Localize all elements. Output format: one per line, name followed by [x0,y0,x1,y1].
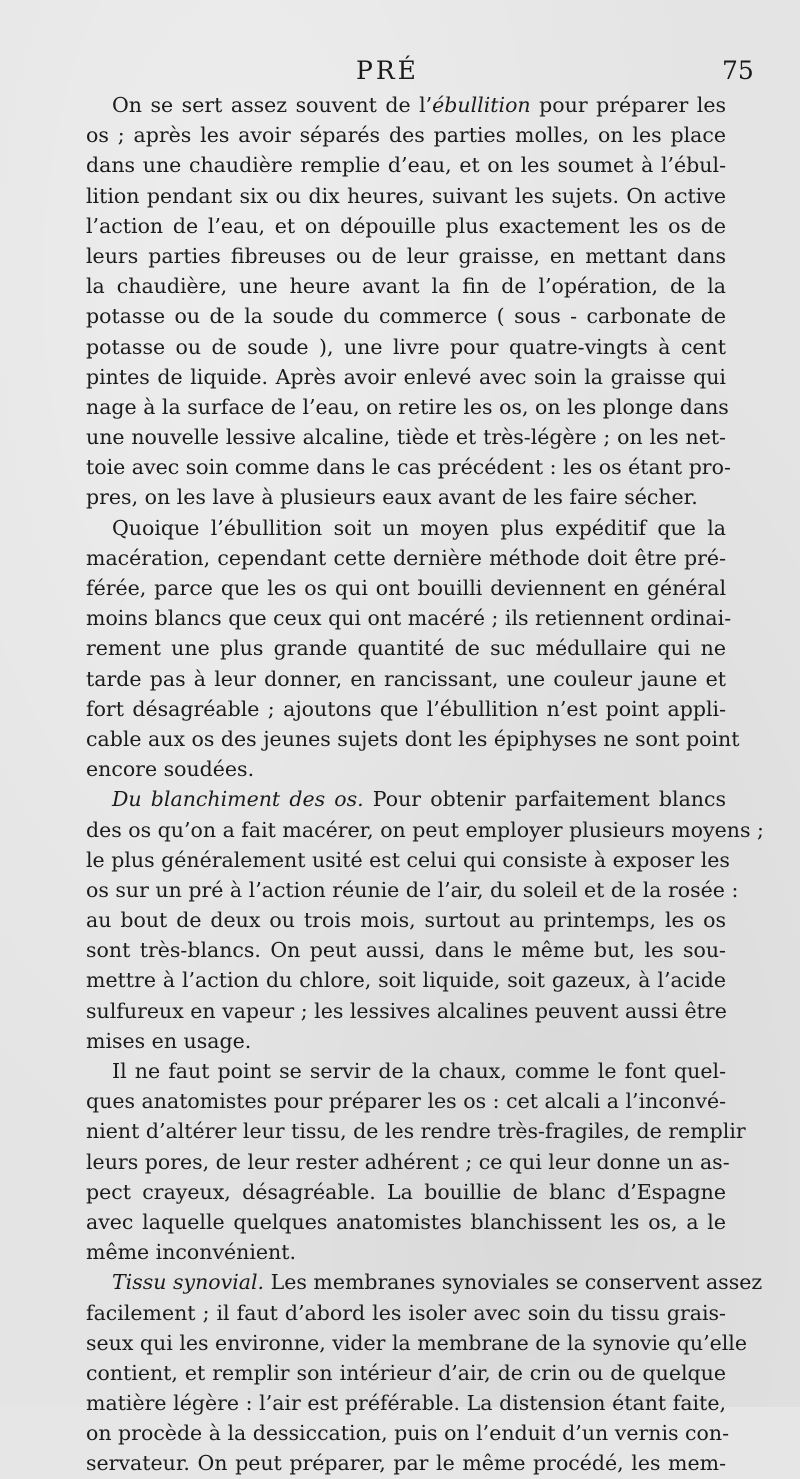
text-run: sont très-blancs. On peut aussi, dans le même but, les sou- [86,938,726,963]
text-run: Il ne faut point se servir de la chaux, comme le font quel- [112,1059,726,1083]
text-line [86,875,739,905]
text-line [86,211,726,241]
text-line [86,935,726,965]
text-line [86,996,726,1026]
text-run: os ; après les avoir séparés des parties molles, on les place [86,123,726,148]
body-text [86,90,764,1479]
text-run: mises en usage. [86,1028,252,1053]
text-line [86,543,726,573]
text-run: sulfureux en vapeur ; les lessives alcalines peuvent aussi être [86,998,727,1023]
text-run: une nouvelle lessive alcaline, tiède et très-légère ; on les net- [86,425,726,450]
text-line [86,1026,726,1056]
text-run: Les membranes synoviales se conservent assez [264,1270,763,1295]
text-line [86,1147,730,1177]
text-line [86,1358,726,1388]
text-line [86,392,729,422]
text-line [86,603,732,633]
text-line [86,271,726,301]
text-run: avec laquelle quelques anatomistes blanchissent les os, a le [86,1209,726,1234]
text-line [86,120,726,150]
text-run: leurs pores, de leur rester adhérent ; ce qui leur donne un as- [86,1149,730,1174]
text-run: potasse ou de la soude du commerce ( sous - carbonate de [86,304,726,329]
text-line [86,452,731,482]
text-line [86,815,764,845]
text-run: ques anatomistes pour préparer les os : cet alcali a l’inconvé- [86,1089,726,1114]
text-run: mettre à l’action du chlore, soit liquide, soit gazeux, à l’acide [86,968,726,993]
text-line [86,422,726,452]
text-line [86,1298,726,1328]
text-run: même inconvénient. [86,1240,297,1265]
text-run: la chaudière, une heure avant la fin de l’opération, de la [86,274,726,299]
text-line [86,301,726,331]
text-run: dans une chaudière remplie d’eau, et on les soumet à l’ébul- [86,153,726,178]
text-run: facilement ; il faut d’abord les isoler avec soin du tissu grais- [86,1300,726,1325]
text-line [86,633,726,663]
text-line [86,181,726,211]
text-run: contient, et remplir son intérieur d’air, de crin ou de quelque [86,1360,726,1385]
text-run: cable aux os des jeunes sujets dont les épiphyses ne sont point [86,726,740,751]
text-run: férée, parce que les os qui ont bouilli deviennent en général [86,576,726,600]
text-run: on procède à la dessiccation, puis on l’enduit d’un vernis con- [86,1421,729,1446]
italic-run: Tissu synovial. [112,1270,265,1295]
text-run: servateur. On peut préparer, par le même procédé, les mem- [86,1451,726,1476]
text-line [86,1056,726,1086]
text-line [86,1328,747,1358]
text-line [86,664,726,694]
text-line [86,150,726,180]
text-run: On se sert assez souvent de l’ [112,93,433,117]
text-line [86,905,726,935]
text-line [86,482,726,512]
text-run: tarde pas à leur donner, en rancissant, une couleur jaune et [86,666,726,691]
text-line [86,1177,726,1207]
text-line [86,1418,729,1448]
text-line [86,362,726,392]
text-line [86,694,726,724]
text-run: rement une plus grande quantité de suc médullaire qui ne [86,636,726,661]
text-run: potasse ou de soude ), une livre pour quatre-vingts à cent [86,334,726,359]
text-line [86,332,726,362]
text-run: lition pendant six ou dix heures, suivant les sujets. On active [86,183,726,208]
text-run: pres, on les lave à plusieurs eaux avant de les faire sécher. [86,485,698,510]
text-line [86,1207,726,1237]
text-run: pour préparer les [530,93,726,117]
text-run: nage à la surface de l’eau, on retire les os, on les plonge dans [86,394,729,419]
italic-run: ébullition [432,93,531,117]
text-line [86,1267,763,1297]
text-run: le plus généralement usité est celui qui consiste à exposer les [86,847,730,872]
text-run: Pour obtenir parfaitement blancs [363,787,726,812]
text-line [86,754,726,784]
text-line [86,90,726,120]
text-run: toie avec soin comme dans le cas précédent : les os étant pro- [86,455,731,480]
text-line [86,1237,726,1267]
text-run: fort désagréable ; ajoutons que l’ébullition n’est point appli- [86,696,726,721]
text-line [86,1448,726,1478]
text-line [86,724,740,754]
text-run: moins blancs que ceux qui ont macéré ; ils retiennent ordinai- [86,606,732,631]
text-run: Quoique l’ébullition soit un moyen plus expéditif que la [112,515,726,540]
text-line [86,784,726,814]
text-run: pect crayeux, désagréable. La bouillie de blanc d’Espagne [86,1179,726,1204]
text-run: encore soudées. [86,757,255,782]
text-line [86,845,730,875]
text-line [86,513,726,543]
text-line [86,1388,726,1418]
text-run: os sur un pré à l’action réunie de l’air, du soleil et de la rosée : [86,877,739,902]
italic-run: Du blanchiment des os. [112,787,364,812]
text-run: macération, cependant cette dernière méthode doit être pré- [86,545,726,570]
text-run: nient d’altérer leur tissu, de les rendre très-fragiles, de remplir [86,1119,746,1144]
text-line [86,1086,726,1116]
text-run: matière légère : l’air est préférable. La distension étant faite, [86,1391,726,1416]
running-title: PRÉ [356,56,419,85]
text-run: pintes de liquide. Après avoir enlevé avec soin la graisse qui [86,364,726,389]
text-run: des os qu’on a fait macérer, on peut employer plusieurs moyens ; [86,817,764,842]
text-line [86,241,726,271]
text-run: au bout de deux ou trois mois, surtout au printemps, les os [86,908,726,933]
text-line [86,1116,746,1146]
text-run: seux qui les environne, vider la membrane de la synovie qu’elle [86,1330,747,1355]
text-run: leurs parties fibreuses ou de leur graisse, en mettant dans [86,243,726,268]
page-number: 75 [722,56,754,85]
text-line [86,573,726,603]
text-run: l’action de l’eau, et on dépouille plus exactement les os de [86,213,726,238]
text-line [86,965,726,995]
